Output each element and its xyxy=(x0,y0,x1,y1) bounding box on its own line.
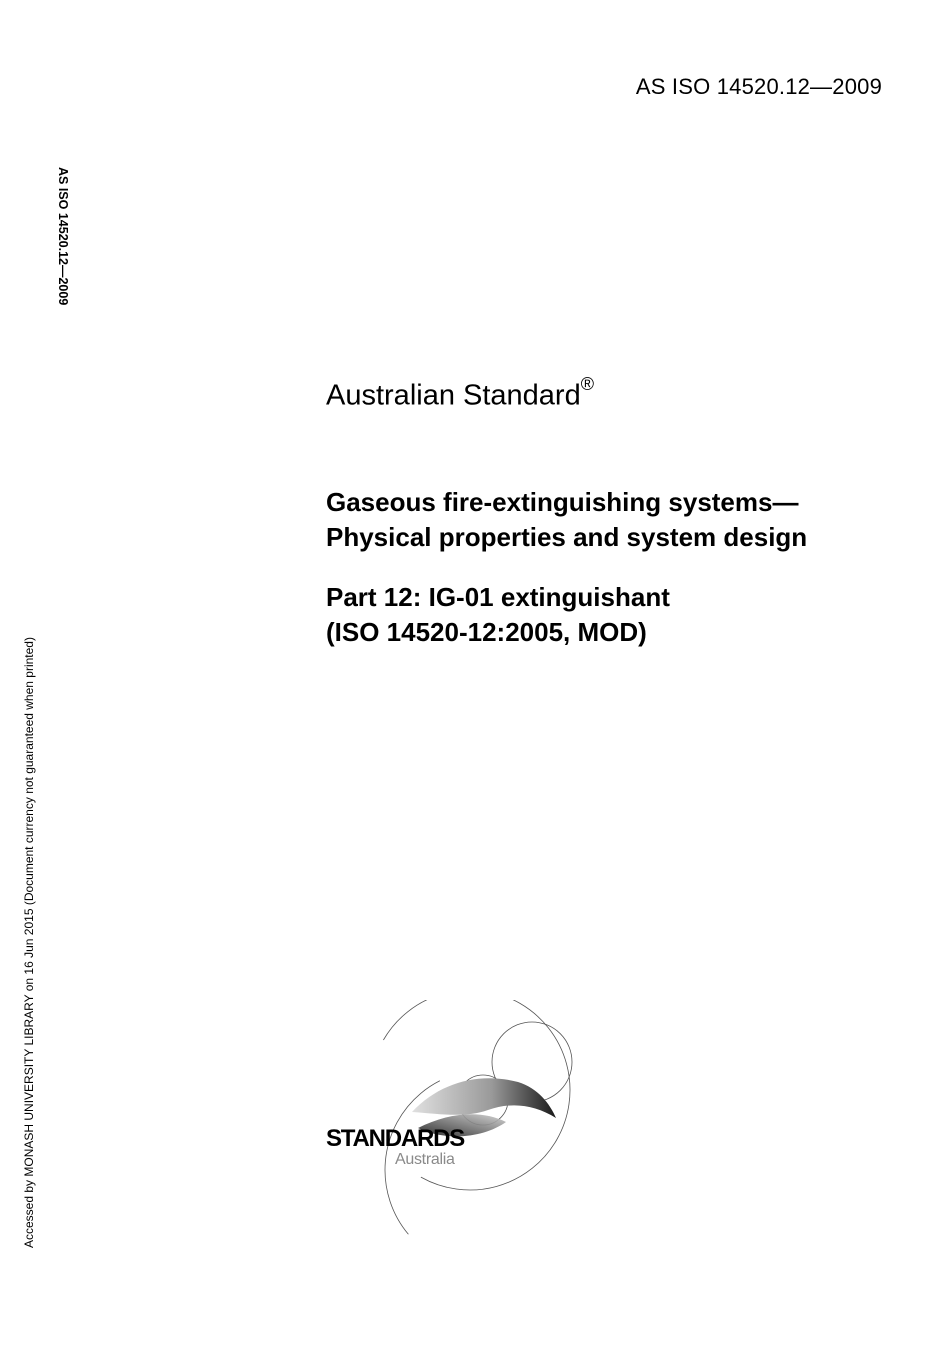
title-line-1: Gaseous fire-extinguishing systems— xyxy=(326,487,799,517)
spine-document-number: AS ISO 14520.12—2009 xyxy=(56,167,70,306)
series-name xyxy=(326,374,594,413)
logo-wordmark: STANDARDS xyxy=(326,1125,465,1152)
title-line-2: Physical properties and system design xyxy=(326,522,808,552)
access-note: Accessed by MONASH UNIVERSITY LIBRARY on 16 Jun 2015 (Document currency not guaranteed when printed) xyxy=(22,637,36,1248)
registered-mark: ® xyxy=(580,374,594,394)
standards-australia-logo xyxy=(320,1000,590,1265)
series-label: Australian Standard xyxy=(326,379,581,412)
document-title xyxy=(326,485,807,555)
document-number: AS ISO 14520.12—2009 xyxy=(635,74,882,99)
document-subtitle xyxy=(326,580,670,650)
logo-subtext: Australia xyxy=(395,1151,455,1168)
subtitle-line-2: (ISO 14520-12:2005, MOD) xyxy=(326,617,647,647)
subtitle-line-1: Part 12: IG-01 extinguishant xyxy=(326,582,670,612)
